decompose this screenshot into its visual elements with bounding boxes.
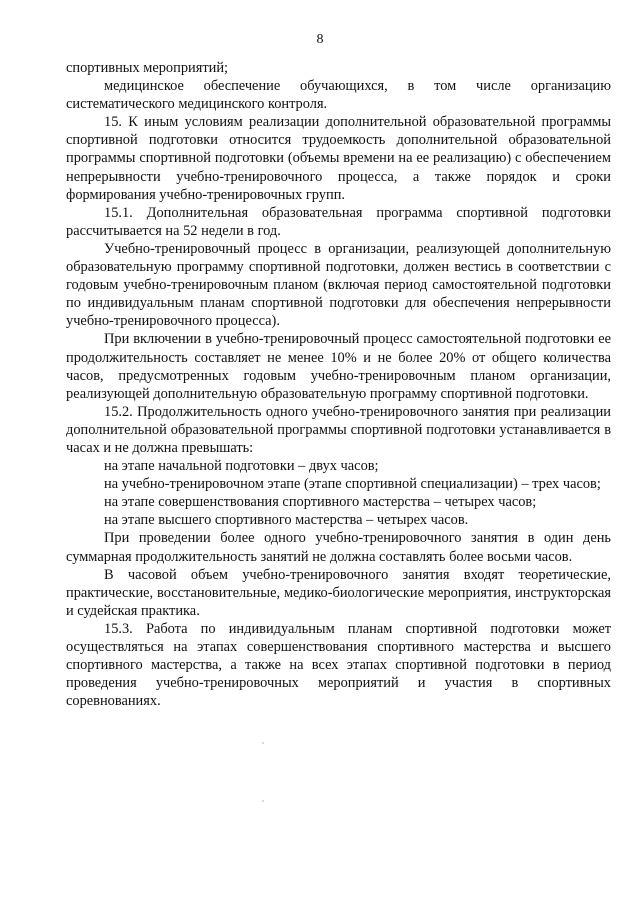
paragraph: 15.3. Работа по индивидуальным планам спортивной подготовки может осуществляться на этапах совершенствования спортивного мастерства и высшего спортивного мастерства, а также на всех этапах спортивной подготовки в период проведения учебно-тренировочных мероприятий и участия в спортивных соревнованиях. (66, 620, 611, 710)
paragraph: При проведении более одного учебно-тренировочного занятия в один день суммарная продолжительность занятий не должна составлять более восьми часов. (66, 530, 611, 565)
list-item: на этапе совершенствования спортивного мастерства – четырех часов; (104, 494, 537, 511)
paragraph: спортивных мероприятий; (66, 60, 229, 76)
paragraph: Учебно-тренировочный процесс в организации, реализующей дополнительную образовательную программу спортивной подготовки, должен вестись в соответствии с годовым учебно-тренировочным планом (включая период самостоятельной подготовки по индивидуальным планам спортивной подготовки для обеспечения непрерывности учебно-тренировочного процесса). (66, 240, 611, 330)
scan-speck (262, 800, 264, 802)
paragraph: При включении в учебно-тренировочный процесс самостоятельной подготовки ее продолжительность составляет не менее 10% и не более 20% от общего количества часов, предусмотренных годовым учебно-тренировочным планом организации, реализующей дополнительную образовательную программу спортивной подготовки. (66, 331, 611, 402)
page-number: 8 (316, 32, 324, 47)
document-body (66, 59, 611, 710)
paragraph: В часовой объем учебно-тренировочного занятия входят теоретические, практические, восстановительные, медико-биологические мероприятия, инструкторская и судейская практика. (66, 566, 611, 619)
list-item: на этапе начальной подготовки – двух часов; (104, 458, 379, 475)
paragraph: медицинское обеспечение обучающихся, в том числе организацию систематического медицинского контроля. (66, 78, 611, 113)
paragraph: 15.1. Дополнительная образовательная программа спортивной подготовки рассчитывается на 52 недели в год. (66, 204, 611, 239)
scan-speck (262, 742, 264, 744)
list-item: на этапе высшего спортивного мастерства – четырех часов. (104, 512, 469, 529)
paragraph: 15. К иным условиям реализации дополнительной образовательной программы спортивной подготовки относится трудоемкость дополнительной образовательной программы спортивной подготовки (объемы времени на ее реализацию) с обеспечением непрерывности учебно-тренировочного процесса, а также порядок и сроки формирования учебно-тренировочных групп. (66, 114, 611, 203)
paragraph: 15.2. Продолжительность одного учебно-тренировочного занятия при реализации дополнительной образовательной программы спортивной подготовки устанавливается в часах и не должна превышать: (66, 403, 611, 456)
list-item: на учебно-тренировочном этапе (этапе спортивной специализации) – трех часов; (104, 476, 601, 493)
